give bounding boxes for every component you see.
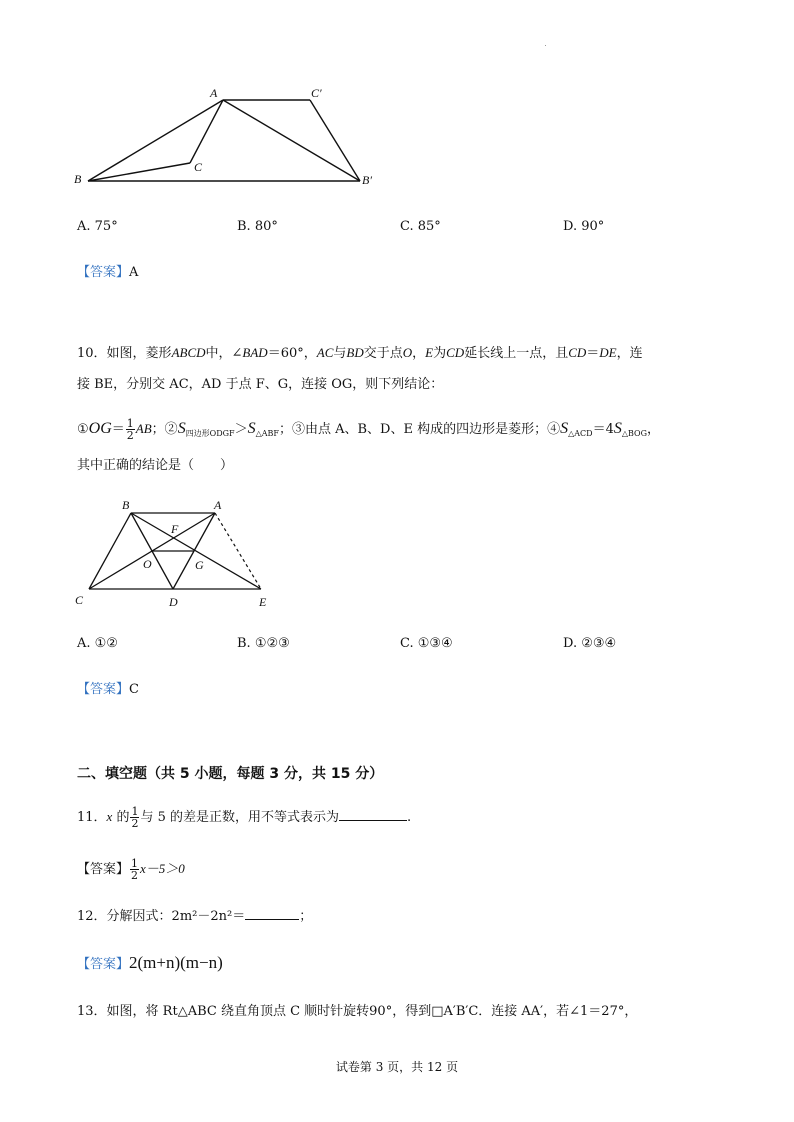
q12-answer — [77, 953, 223, 973]
q11-blank[interactable] — [339, 808, 407, 821]
answer-value: 2(m+n)(m−n) — [129, 953, 223, 972]
answer-tag: 【答案】 — [77, 265, 130, 280]
answer-tag: 【答案】 — [77, 957, 130, 972]
answer-value: C — [129, 682, 139, 697]
q10-conclusions: ①OG＝ $\frac{1}{2}$ AB；$②S_{四边形ODGF}>S_{\triangle ABF}$；③由点 A、B、D、E 构成的四边形是菱形；$④S_{\triangle ACD}=4S_{\triangle BOG}$， — [77, 417, 661, 442]
q9-choices — [77, 219, 717, 239]
q13-text: 13．如图，将 Rt△ABC 绕直角顶点 C 顺时针旋转90°，得到□A′B′C．连接 AA′，若∠1＝27°， — [77, 1004, 638, 1019]
q10-choice-a[interactable]: A. ①② — [77, 636, 118, 651]
answer-tag: 【答案】 — [77, 682, 130, 697]
q11-answer: 【答案】 $\frac{1}{2}$ x－5＞0 — [77, 857, 185, 882]
q9-figure — [70, 84, 390, 194]
scan-speck — [545, 45, 546, 46]
answer-value: x－5＞0 — [140, 861, 185, 876]
answer-value: A — [129, 265, 139, 280]
q10-label-E: E — [259, 595, 267, 609]
q9-label-C-prime: C′ — [311, 86, 322, 100]
q10-label-F: F — [171, 522, 179, 536]
q9-label-B-prime: B′ — [362, 173, 372, 187]
q12-text: 12．分解因式：2m²－2n²＝ ； — [77, 909, 313, 924]
page-footer: 试卷第 3 页，共 12 页 — [335, 1060, 459, 1074]
q10-label-O: O — [143, 557, 152, 571]
q9-choice-b[interactable]: B. 80° — [237, 219, 278, 234]
answer-tag: 【答案】 — [77, 862, 130, 877]
section-heading: 二、填空题（共 5 小题，每题 3 分，共 15 分） — [77, 766, 384, 782]
q10-answer — [77, 678, 139, 697]
q10-label-G: G — [195, 558, 204, 572]
q10-line1: 10．如图，菱形ABCD中，∠BAD＝60°，AC与BD交于点O，E为CD延长线上一点，且CD＝DE，连 — [77, 345, 643, 361]
q9-label-C: C — [194, 160, 203, 174]
q9-choice-c[interactable]: C. 85° — [400, 219, 441, 234]
q10-choice-c[interactable]: C. ①③④ — [400, 636, 453, 651]
q9-label-B: B — [74, 172, 82, 186]
q9-choice-d[interactable]: D. 90° — [563, 219, 605, 234]
q10-label-B: B — [122, 498, 130, 512]
q10-choices — [77, 636, 717, 656]
q10-figure — [70, 494, 285, 614]
q10-line2: 接 BE，分别交 AC，AD 于点 F、G，连接 OG，则下列结论： — [77, 377, 444, 392]
q9-answer — [77, 261, 138, 280]
q10-label-D: D — [169, 595, 178, 609]
q9-choice-a[interactable]: A. 75° — [77, 219, 118, 234]
q10-label-A: A — [214, 498, 222, 512]
q10-label-C: C — [75, 593, 84, 607]
q12-blank[interactable] — [245, 907, 299, 920]
q10-choice-d[interactable]: D. ②③④ — [563, 636, 617, 651]
q9-label-A: A — [210, 86, 218, 100]
q10-line4: 其中正确的结论是（ ） — [77, 458, 234, 473]
q11-text: 11．x 的 $\frac{1}{2}$ 与 5 的差是正数，用不等式表示为 . — [77, 805, 412, 830]
q10-choice-b[interactable]: B. ①②③ — [237, 636, 290, 651]
